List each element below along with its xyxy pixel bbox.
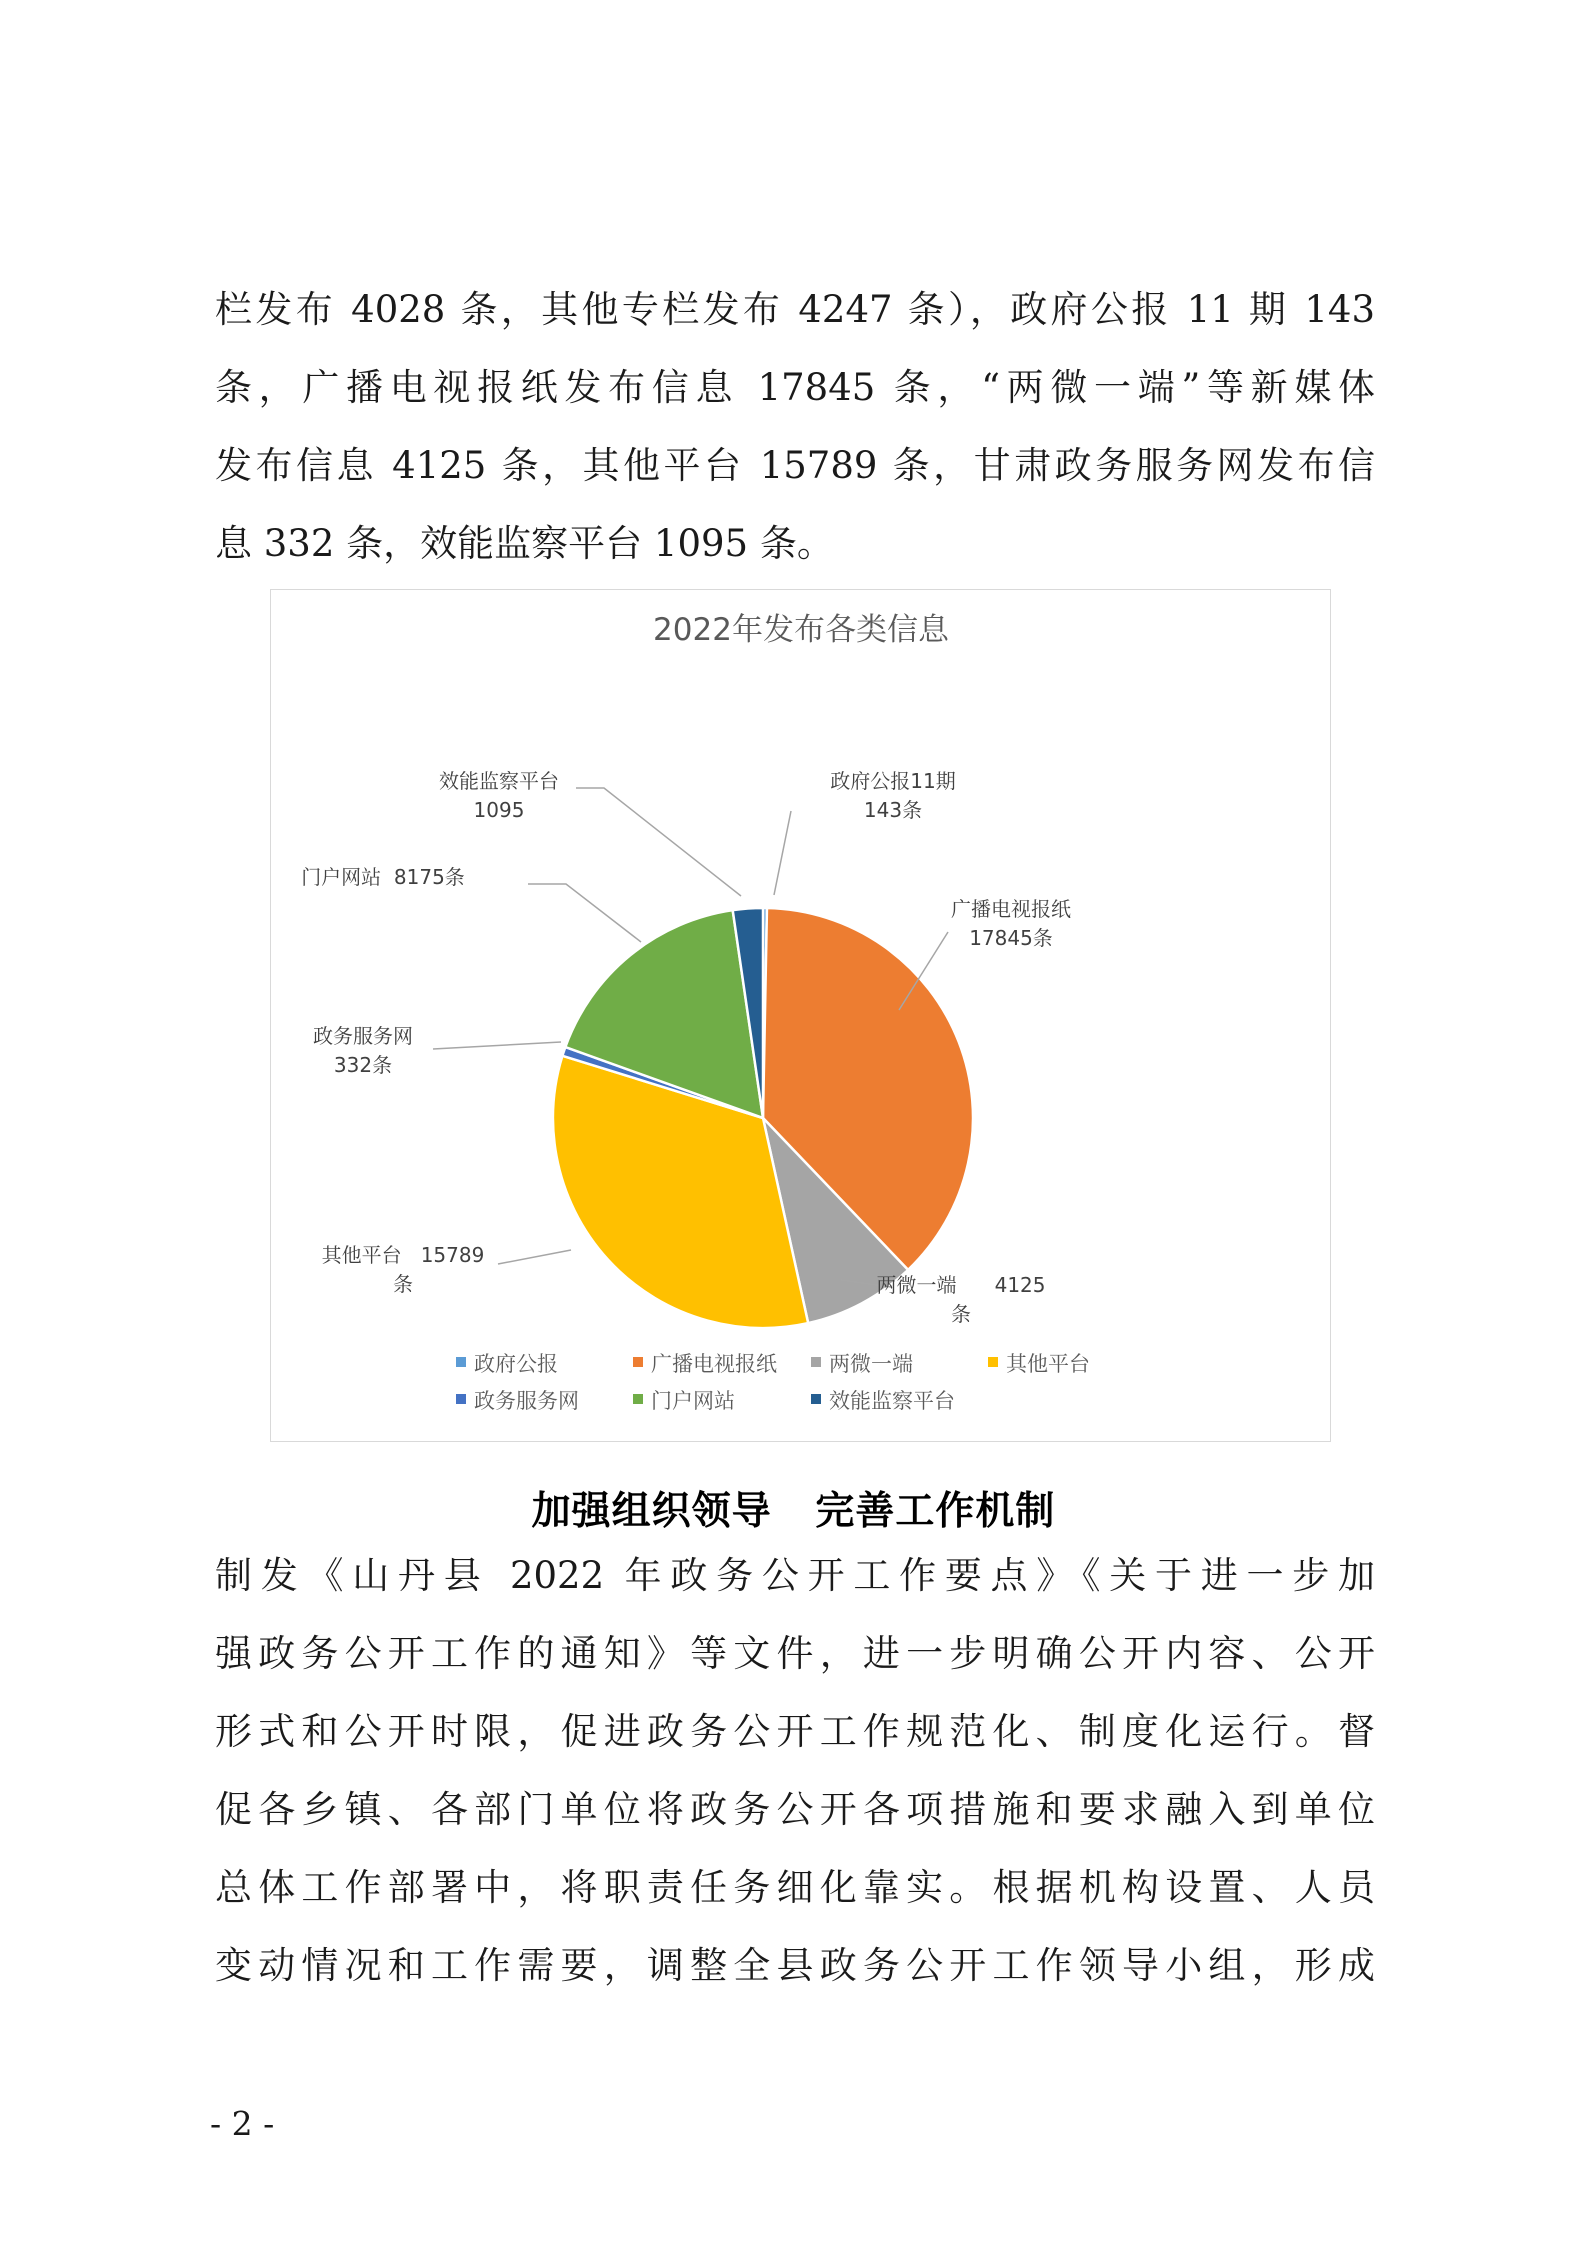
data-label-7: 效能监察平台 1095 <box>439 769 559 822</box>
page-number: - 2 - <box>210 2104 275 2143</box>
data-label-2: 广播电视报纸 17845条 <box>951 897 1071 950</box>
paragraph-1-line: 发布信息 4125 条，其他平台 15789 条，甘肃政务服务网发布信 <box>215 444 1375 487</box>
legend-swatch <box>811 1357 821 1367</box>
data-label-6: 门户网站 8175条 <box>301 865 465 889</box>
legend-swatch <box>811 1394 821 1404</box>
leader-line-6 <box>528 884 641 942</box>
pie-chart-frame <box>270 589 1331 1442</box>
legend-swatch <box>988 1357 998 1367</box>
paragraph-2-line: 形式和公开时限，促进政务公开工作规范化、制度化运行。督 <box>215 1710 1375 1753</box>
legend-label: 政府公报 <box>474 1352 558 1376</box>
paragraph-2-line: 促各乡镇、各部门单位将政务公开各项措施和要求融入到单位 <box>215 1788 1375 1831</box>
pie-slices <box>553 908 973 1328</box>
pie-chart <box>271 590 1332 1443</box>
legend-label: 效能监察平台 <box>829 1389 955 1413</box>
leader-line-5 <box>433 1042 561 1049</box>
chart-title: 2022年发布各类信息 <box>653 612 949 648</box>
paragraph-1-line: 栏发布 4028 条，其他专栏发布 4247 条），政府公报 11 期 143 <box>215 288 1375 331</box>
paragraph-1-line: 条，广播电视报纸发布信息 17845 条，“两微一端”等新媒体 <box>215 366 1375 409</box>
data-label-1: 政府公报11期 143条 <box>830 769 956 822</box>
data-label-4: 其他平台 15789 条 <box>321 1243 485 1296</box>
paragraph-1-line: 息 332 条，效能监察平台 1095 条。 <box>215 522 834 565</box>
leader-line-1 <box>774 811 791 895</box>
paragraph-2-line: 变动情况和工作需要，调整全县政务公开工作领导小组，形成 <box>215 1944 1375 1987</box>
legend-label: 两微一端 <box>829 1352 913 1376</box>
section-heading: 加强组织领导 完善工作机制 <box>531 1489 1056 1534</box>
legend-swatch <box>633 1357 643 1367</box>
data-label-3: 两微一端 4125 条 <box>876 1273 1046 1326</box>
legend-swatch <box>456 1357 466 1367</box>
leader-line-4 <box>498 1250 571 1264</box>
legend-label: 其他平台 <box>1006 1352 1090 1376</box>
chart-legend <box>456 1352 1090 1413</box>
leader-line-7 <box>576 788 741 896</box>
paragraph-2-line: 强政务公开工作的通知》等文件，进一步明确公开内容、公开 <box>215 1632 1375 1675</box>
legend-swatch <box>456 1394 466 1404</box>
legend-label: 政务服务网 <box>474 1389 579 1413</box>
paragraph-2-line: 制发《山丹县 2022 年政务公开工作要点》《关于进一步加 <box>215 1554 1375 1597</box>
legend-label: 门户网站 <box>651 1389 735 1413</box>
paragraph-2-line: 总体工作部署中，将职责任务细化靠实。根据机构设置、人员 <box>215 1866 1375 1909</box>
legend-swatch <box>633 1394 643 1404</box>
data-label-5: 政务服务网 332条 <box>313 1024 413 1077</box>
legend-label: 广播电视报纸 <box>651 1352 777 1376</box>
